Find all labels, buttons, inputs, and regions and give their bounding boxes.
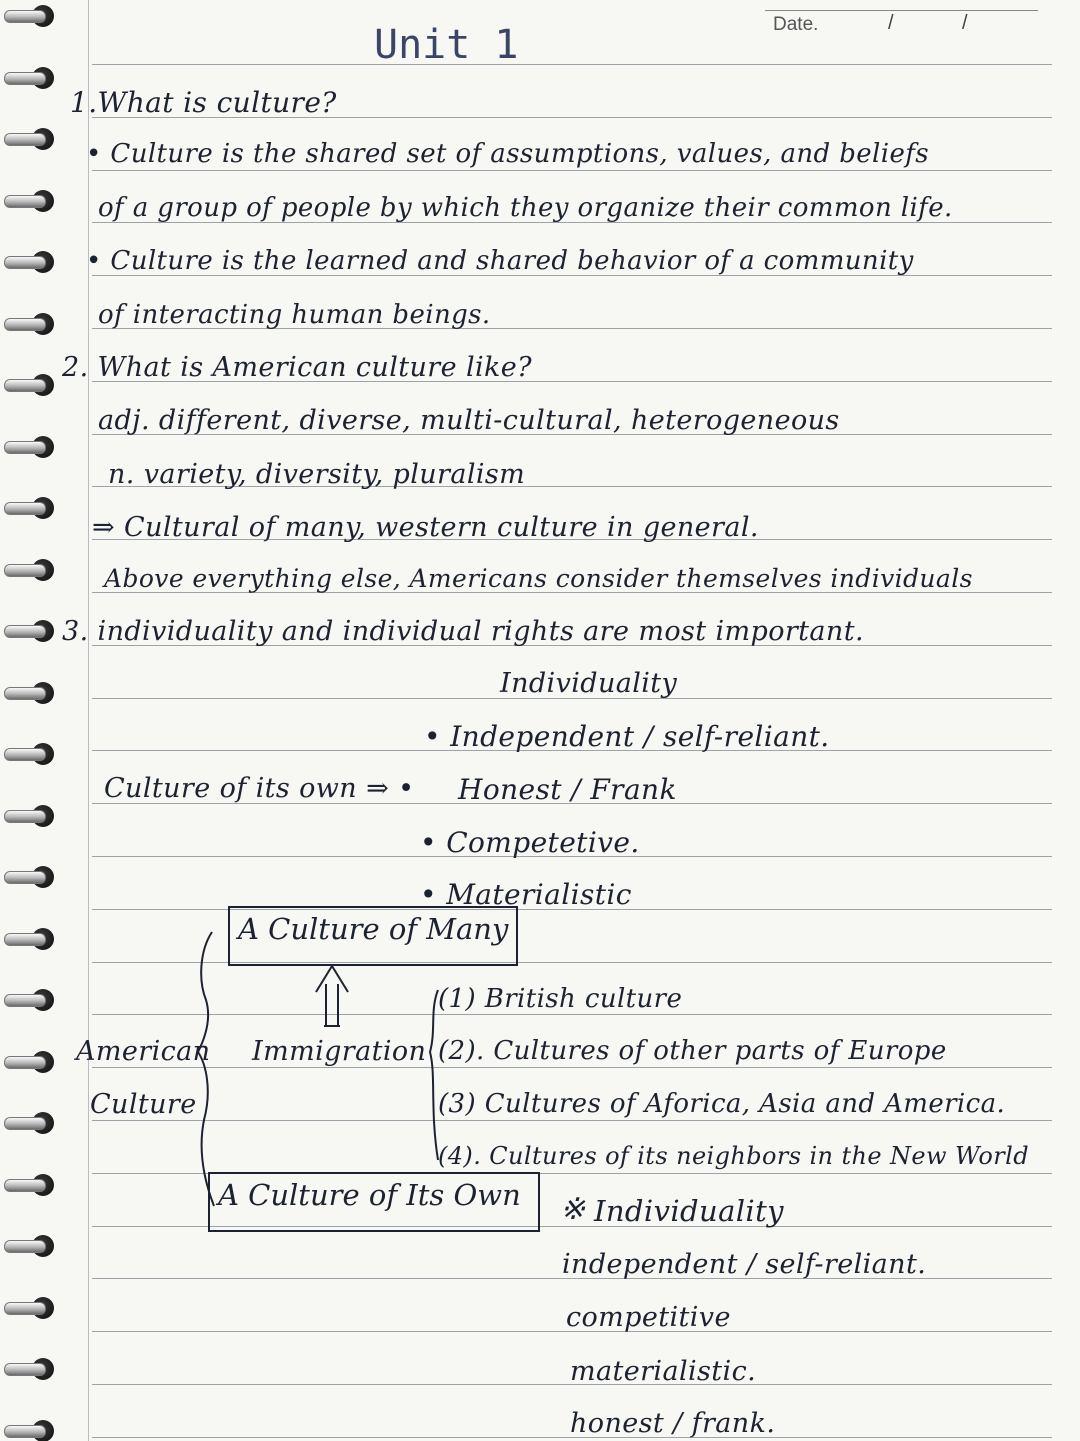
date-separator: / bbox=[962, 12, 968, 34]
date-separator: / bbox=[888, 12, 894, 34]
trait-independent: • Independent / self-reliant. bbox=[424, 720, 830, 753]
own-trait-honest: honest / frank. bbox=[570, 1408, 776, 1439]
question-1-heading: 1.What is culture? bbox=[70, 86, 337, 119]
date-label: Date. bbox=[773, 14, 819, 35]
immigration-label: Immigration bbox=[252, 1036, 427, 1067]
american-culture-label-2: Culture bbox=[90, 1089, 197, 1120]
trait-competitive: • Competetive. bbox=[420, 826, 640, 859]
trait-honest: Honest / Frank bbox=[458, 773, 677, 806]
culture-of-many-label: A Culture of Many bbox=[238, 912, 509, 946]
definition-2-line-1: • Culture is the learned and shared behavior of a community bbox=[86, 246, 914, 276]
culture-of-its-own-label: A Culture of Its Own bbox=[218, 1178, 521, 1212]
own-trait-independent: independent / self-reliant. bbox=[562, 1249, 927, 1280]
question-3-heading: 3. individuality and individual rights are most important. bbox=[62, 616, 864, 647]
summary-arrow-line: ⇒ Cultural of many, western culture in general. bbox=[92, 512, 759, 543]
source-new-world: (4). Cultures of its neighbors in the New World bbox=[438, 1142, 1029, 1170]
individuality-title: Individuality bbox=[500, 668, 678, 699]
trait-materialistic: • Materialistic bbox=[420, 878, 632, 911]
page-title: Unit 1 bbox=[374, 22, 519, 68]
source-europe: (2). Cultures of other parts of Europe bbox=[438, 1036, 947, 1066]
up-arrow-icon bbox=[316, 966, 348, 1026]
asterisk-marker: ※ bbox=[560, 1192, 586, 1227]
own-trait-competitive: competitive bbox=[566, 1302, 731, 1333]
sources-brace bbox=[430, 990, 438, 1160]
source-british: (1) British culture bbox=[438, 984, 683, 1014]
adjectives-line: adj. different, diverse, multi-cultural, heterogeneous bbox=[98, 405, 840, 436]
question-2-heading: 2. What is American culture like? bbox=[62, 352, 533, 383]
own-trait-materialistic: materialistic. bbox=[570, 1356, 757, 1387]
own-individuality-title: Individuality bbox=[594, 1194, 784, 1228]
definition-1-line-1: • Culture is the shared set of assumptions, values, and beliefs bbox=[86, 139, 930, 169]
source-africa-asia-america: (3) Cultures of Aforica, Asia and America. bbox=[438, 1089, 1006, 1119]
definition-1-line-2: of a group of people by which they organize their common life. bbox=[98, 193, 953, 223]
nouns-line: n. variety, diversity, pluralism bbox=[108, 459, 526, 490]
american-culture-label-1: American bbox=[76, 1036, 211, 1067]
above-everything-line: Above everything else, Americans consider themselves individuals bbox=[104, 564, 973, 593]
definition-2-line-2: of interacting human beings. bbox=[98, 300, 491, 330]
american-culture-brace bbox=[198, 932, 214, 1206]
culture-of-its-own-label: Culture of its own ⇒ • bbox=[104, 773, 415, 804]
